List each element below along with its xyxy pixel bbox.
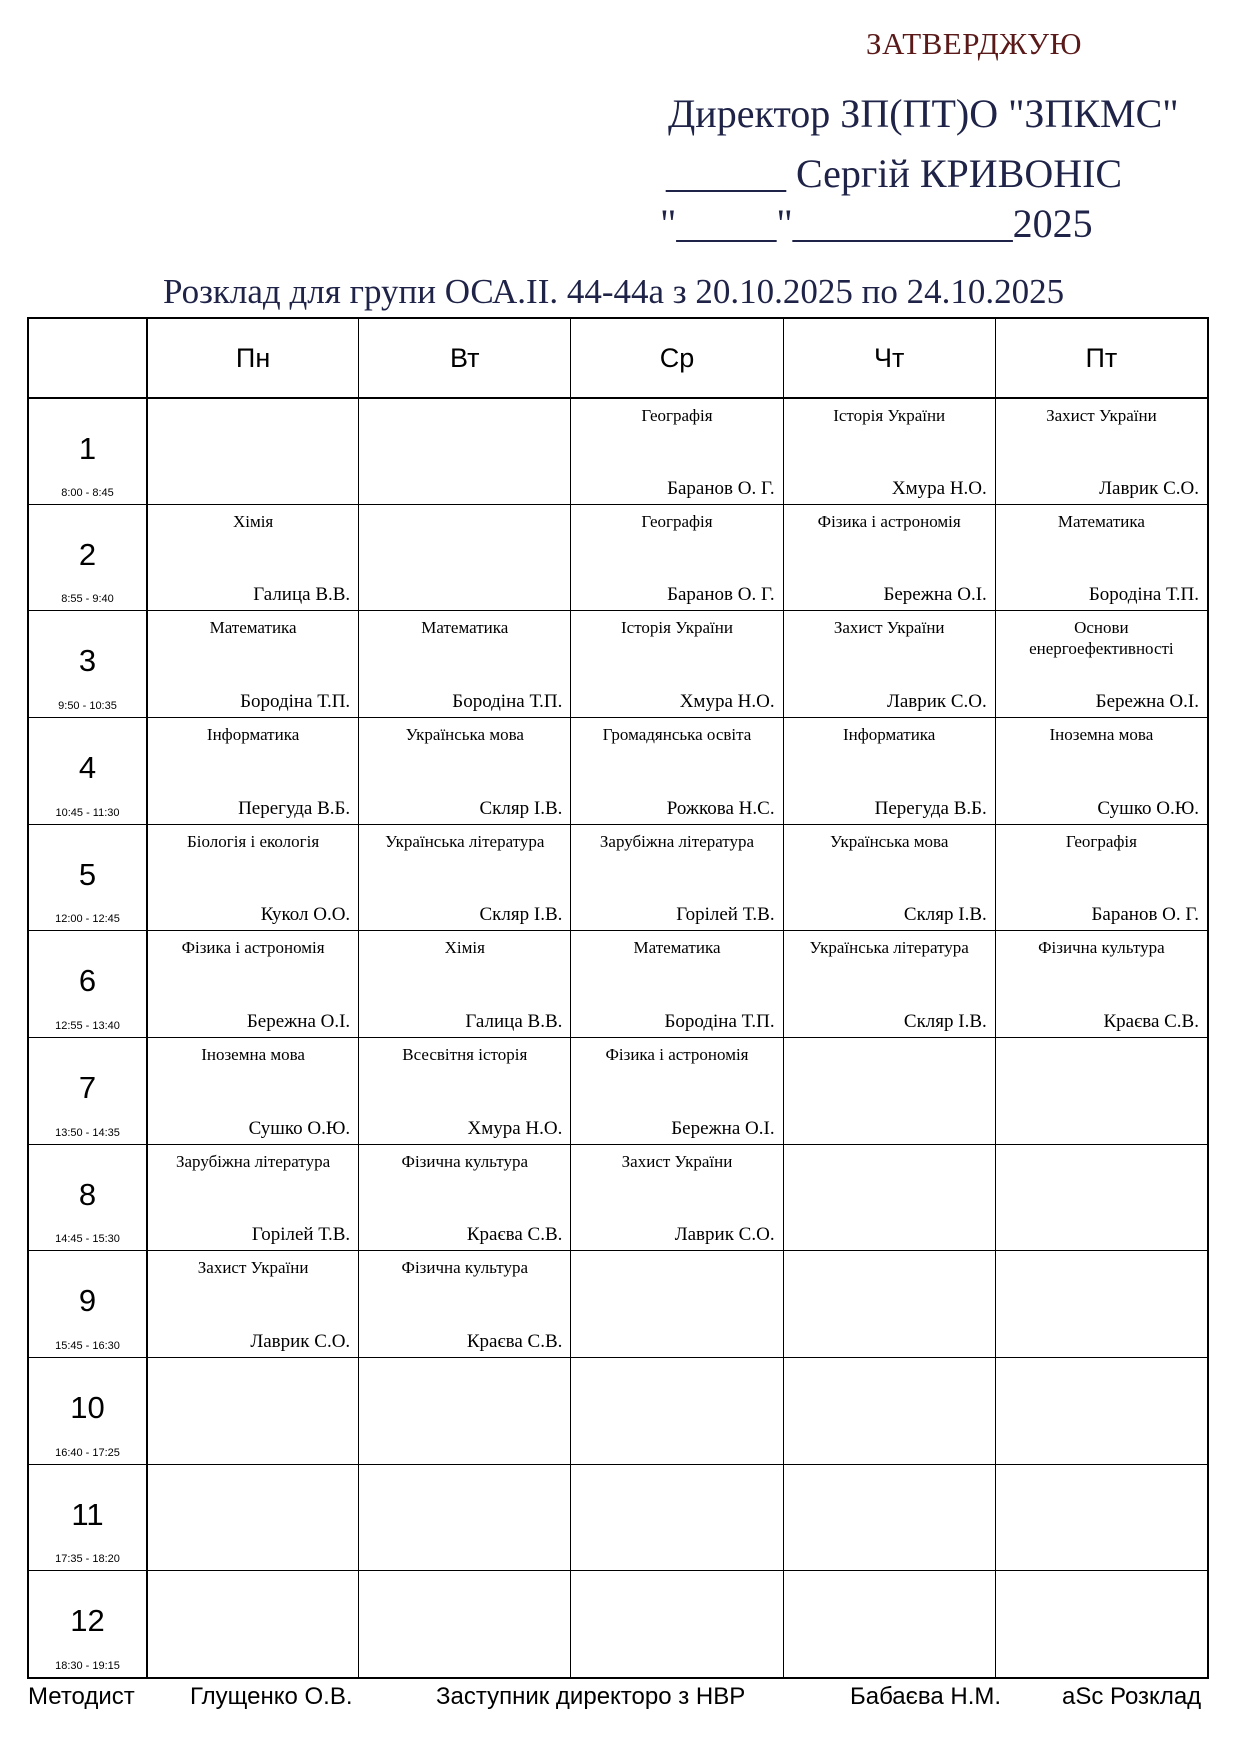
lesson-cell bbox=[358, 610, 570, 717]
lesson-teacher: Баранов О. Г. bbox=[667, 584, 775, 606]
lesson-subject: Історія України bbox=[620, 618, 733, 638]
lesson-cell bbox=[570, 1357, 782, 1464]
lesson-subject: Зарубіжна література bbox=[176, 1151, 331, 1171]
lesson-cell bbox=[570, 1570, 782, 1677]
lesson-teacher: Кукол О.О. bbox=[260, 904, 351, 926]
lesson-cell bbox=[146, 930, 358, 1037]
lesson-teacher: Краєва С.В. bbox=[466, 1224, 563, 1246]
schedule-table bbox=[27, 317, 1209, 1679]
lesson-teacher: Галица В.В. bbox=[465, 1010, 563, 1032]
day-header: Чт bbox=[783, 319, 995, 397]
lesson-teacher: Лаврик С.О. bbox=[250, 1330, 351, 1352]
period-time: 8:55 - 9:40 bbox=[61, 593, 114, 606]
lesson-teacher: Хмура Н.О. bbox=[467, 1117, 563, 1139]
lesson-teacher: Скляр І.В. bbox=[903, 1010, 987, 1032]
period-time: 17:35 - 18:20 bbox=[55, 1553, 120, 1566]
lesson-subject: Зарубіжна література bbox=[599, 831, 755, 851]
lesson-cell bbox=[783, 930, 995, 1037]
period-number: 7 bbox=[78, 1070, 97, 1105]
period-time: 13:50 - 14:35 bbox=[55, 1126, 120, 1139]
lesson-cell bbox=[995, 1250, 1207, 1357]
lesson-subject: Історія України bbox=[833, 406, 946, 425]
period-cell bbox=[29, 930, 146, 1037]
lesson-cell bbox=[570, 504, 782, 611]
lesson-cell bbox=[570, 397, 782, 504]
lesson-cell bbox=[783, 1464, 995, 1571]
lesson-subject: Українська мова bbox=[405, 725, 524, 744]
lesson-cell bbox=[570, 1250, 782, 1357]
lesson-subject: Українська література bbox=[809, 938, 969, 958]
lesson-cell bbox=[146, 1570, 358, 1677]
period-cell bbox=[29, 824, 146, 931]
lesson-teacher: Бережна О.І. bbox=[1095, 690, 1199, 712]
period-number: 5 bbox=[78, 856, 97, 892]
lesson-subject: Фізика і астрономія bbox=[181, 938, 325, 958]
period-time: 9:50 - 10:35 bbox=[58, 699, 117, 712]
lesson-cell bbox=[995, 1570, 1207, 1677]
page-title: Розклад для групи ОСА.ІІ. 44-44а з 20.10.2025 по 24.10.2025 bbox=[163, 272, 1065, 311]
lesson-cell bbox=[995, 397, 1207, 504]
lesson-cell bbox=[358, 1464, 570, 1571]
lesson-cell bbox=[358, 397, 570, 504]
deputy-name: Бабаєва Н.М. bbox=[850, 1683, 1002, 1710]
lesson-cell bbox=[358, 717, 570, 824]
period-number: 9 bbox=[78, 1283, 97, 1319]
period-number: 1 bbox=[78, 431, 97, 466]
lesson-subject: Хімія bbox=[232, 511, 274, 531]
lesson-cell bbox=[570, 824, 782, 931]
lesson-teacher: Бородіна Т.П. bbox=[452, 690, 563, 712]
period-time: 12:55 - 13:40 bbox=[55, 1019, 120, 1032]
lesson-cell bbox=[146, 1357, 358, 1464]
lesson-cell bbox=[146, 1144, 358, 1251]
lesson-teacher: Скляр І.В. bbox=[479, 797, 563, 819]
lesson-subject: Математика bbox=[633, 938, 721, 958]
lesson-subject: Захист України bbox=[1046, 406, 1157, 425]
period-cell bbox=[29, 1570, 146, 1677]
lesson-teacher: Хмура Н.О. bbox=[679, 690, 775, 712]
lesson-teacher: Хмура Н.О. bbox=[891, 477, 987, 499]
lesson-cell bbox=[358, 1357, 570, 1464]
day-header: Ср bbox=[570, 319, 782, 397]
lesson-cell bbox=[570, 610, 782, 717]
period-cell bbox=[29, 1037, 146, 1144]
lesson-teacher: Перегуда В.Б. bbox=[238, 797, 351, 819]
lesson-cell bbox=[146, 1037, 358, 1144]
lesson-cell bbox=[783, 1144, 995, 1251]
lesson-subject: Захист України bbox=[197, 1258, 309, 1278]
lesson-teacher: Бородіна Т.П. bbox=[1088, 584, 1199, 606]
lesson-teacher: Перегуда В.Б. bbox=[874, 797, 987, 819]
lesson-subject: Математика bbox=[209, 618, 297, 638]
lesson-teacher: Скляр І.В. bbox=[479, 904, 563, 926]
day-header: Пн bbox=[146, 319, 358, 397]
lesson-teacher: Сушко О.Ю. bbox=[1097, 797, 1199, 819]
period-number: 3 bbox=[78, 643, 97, 679]
period-cell bbox=[29, 397, 146, 504]
lesson-teacher: Баранов О. Г. bbox=[667, 477, 775, 499]
lesson-teacher: Краєва С.В. bbox=[466, 1330, 563, 1352]
lesson-teacher: Горілей Т.В. bbox=[251, 1224, 351, 1246]
lesson-subject: Географія bbox=[641, 511, 713, 531]
lesson-cell bbox=[783, 1357, 995, 1464]
lesson-subject: Захист України bbox=[621, 1151, 733, 1171]
lesson-teacher: Рожкова Н.С. bbox=[666, 797, 775, 819]
day-header: Вт bbox=[358, 319, 570, 397]
period-cell bbox=[29, 1144, 146, 1251]
lesson-subject: Математика bbox=[421, 618, 509, 638]
lesson-cell bbox=[570, 717, 782, 824]
period-number: 10 bbox=[70, 1390, 105, 1425]
period-number: 12 bbox=[70, 1603, 105, 1639]
lesson-subject: Фізична культура bbox=[401, 1258, 529, 1278]
period-number: 8 bbox=[78, 1176, 97, 1212]
lesson-teacher: Лаврик С.О. bbox=[886, 690, 987, 712]
lesson-cell bbox=[146, 397, 358, 504]
lesson-subject: Основи енергоефективності bbox=[1029, 618, 1174, 659]
lesson-cell bbox=[146, 717, 358, 824]
lesson-cell bbox=[783, 1037, 995, 1144]
lesson-teacher: Бережна О.І. bbox=[671, 1117, 775, 1139]
period-cell bbox=[29, 610, 146, 717]
lesson-subject: Фізика і астрономія bbox=[817, 511, 961, 531]
lesson-subject: Географія bbox=[641, 406, 713, 425]
lesson-subject: Біологія і екологія bbox=[186, 831, 320, 851]
lesson-teacher: Бережна О.І. bbox=[883, 584, 987, 606]
lesson-subject: Інформатика bbox=[206, 725, 300, 744]
lesson-cell bbox=[995, 1464, 1207, 1571]
period-time: 14:45 - 15:30 bbox=[55, 1233, 120, 1246]
software-credit: aSc Розклад bbox=[1062, 1683, 1202, 1710]
lesson-teacher: Лаврик С.О. bbox=[674, 1224, 775, 1246]
lesson-cell bbox=[358, 824, 570, 931]
lesson-subject: Інформатика bbox=[843, 725, 936, 744]
lesson-subject: Українська мова bbox=[830, 831, 949, 851]
period-cell bbox=[29, 1464, 146, 1571]
lesson-subject: Іноземна мова bbox=[1049, 725, 1154, 744]
corner-cell bbox=[29, 319, 146, 397]
lesson-cell bbox=[783, 1250, 995, 1357]
lesson-subject: Громадянська освіта bbox=[602, 725, 752, 744]
lesson-teacher: Скляр І.В. bbox=[903, 904, 987, 926]
lesson-cell bbox=[995, 824, 1207, 931]
lesson-cell bbox=[783, 397, 995, 504]
lesson-teacher: Бородіна Т.П. bbox=[240, 690, 351, 712]
lesson-cell bbox=[783, 504, 995, 611]
lesson-subject: Хімія bbox=[444, 938, 485, 958]
period-cell bbox=[29, 504, 146, 611]
lesson-cell bbox=[570, 930, 782, 1037]
lesson-cell bbox=[358, 1037, 570, 1144]
lesson-cell bbox=[358, 1144, 570, 1251]
period-cell bbox=[29, 1250, 146, 1357]
period-time: 12:00 - 12:45 bbox=[55, 913, 120, 926]
lesson-cell bbox=[146, 1250, 358, 1357]
lesson-teacher: Бережна О.І. bbox=[246, 1010, 351, 1032]
period-cell bbox=[29, 1357, 146, 1464]
lesson-cell bbox=[995, 1357, 1207, 1464]
lesson-teacher: Сушко О.Ю. bbox=[248, 1117, 351, 1139]
lesson-cell bbox=[783, 824, 995, 931]
lesson-cell bbox=[146, 1464, 358, 1571]
lesson-cell bbox=[995, 1144, 1207, 1251]
director-title: Директор ЗП(ПТ)О "ЗПКМС" bbox=[668, 91, 1179, 136]
period-time: 16:40 - 17:25 bbox=[55, 1446, 120, 1459]
approve-label: ЗАТВЕРДЖУЮ bbox=[866, 26, 1082, 61]
lesson-cell bbox=[995, 930, 1207, 1037]
lesson-subject: Фізична культура bbox=[401, 1151, 529, 1171]
lesson-cell bbox=[783, 1570, 995, 1677]
lesson-subject: Захист України bbox=[833, 618, 945, 638]
lesson-teacher: Галица В.В. bbox=[253, 584, 351, 606]
lesson-teacher: Бородіна Т.П. bbox=[664, 1010, 775, 1032]
lesson-cell bbox=[358, 1250, 570, 1357]
lesson-subject: Математика bbox=[1057, 511, 1145, 531]
lesson-cell bbox=[995, 610, 1207, 717]
lesson-teacher: Краєва С.В. bbox=[1103, 1010, 1199, 1032]
lesson-cell bbox=[358, 504, 570, 611]
lesson-teacher: Горілей Т.В. bbox=[676, 904, 775, 926]
lesson-cell bbox=[995, 1037, 1207, 1144]
date-line: "_____"___________2025 bbox=[660, 201, 1093, 246]
lesson-cell bbox=[783, 610, 995, 717]
methodist-label: Методист bbox=[28, 1683, 135, 1710]
period-number: 11 bbox=[71, 1496, 104, 1532]
signature-line: ______ Сергій КРИВОНІС bbox=[666, 151, 1123, 196]
lesson-cell bbox=[570, 1464, 782, 1571]
period-time: 18:30 - 19:15 bbox=[55, 1659, 120, 1672]
period-cell bbox=[29, 717, 146, 824]
period-time: 8:00 - 8:45 bbox=[61, 486, 114, 499]
day-header: Пт bbox=[995, 319, 1207, 397]
deputy-label: Заступник директоро з НВР bbox=[436, 1683, 746, 1710]
lesson-cell bbox=[570, 1037, 782, 1144]
period-time: 10:45 - 11:30 bbox=[55, 806, 120, 819]
period-number: 4 bbox=[78, 750, 97, 785]
lesson-subject: Іноземна мова bbox=[201, 1045, 305, 1064]
lesson-cell bbox=[358, 930, 570, 1037]
period-number: 2 bbox=[78, 536, 97, 572]
period-number: 6 bbox=[78, 963, 97, 999]
methodist-name: Глущенко О.В. bbox=[190, 1683, 353, 1710]
lesson-subject: Українська література bbox=[385, 831, 545, 851]
lesson-subject: Всесвітня історія bbox=[402, 1045, 528, 1064]
lesson-cell bbox=[995, 504, 1207, 611]
period-time: 15:45 - 16:30 bbox=[55, 1339, 120, 1352]
lesson-cell bbox=[358, 1570, 570, 1677]
lesson-teacher: Лаврик С.О. bbox=[1099, 477, 1199, 499]
lesson-cell bbox=[146, 504, 358, 611]
lesson-cell bbox=[146, 824, 358, 931]
lesson-subject: Фізична культура bbox=[1038, 938, 1165, 958]
lesson-cell bbox=[783, 717, 995, 824]
lesson-subject: Фізика і астрономія bbox=[605, 1045, 749, 1064]
lesson-cell bbox=[570, 1144, 782, 1251]
lesson-subject: Географія bbox=[1065, 831, 1137, 851]
lesson-teacher: Баранов О. Г. bbox=[1091, 904, 1199, 926]
lesson-cell bbox=[146, 610, 358, 717]
lesson-cell bbox=[995, 717, 1207, 824]
